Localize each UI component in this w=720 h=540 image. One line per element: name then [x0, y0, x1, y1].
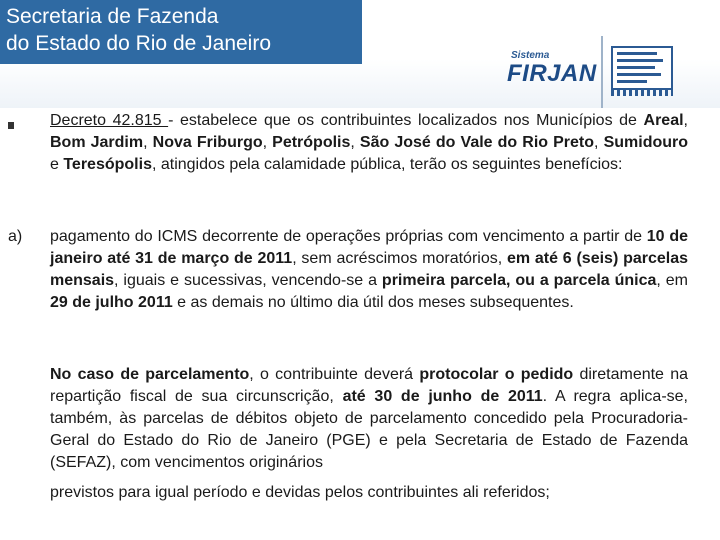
page-title [0, 0, 362, 64]
paragraph-decree: Decreto 42.815 - estabelece que os contribuintes localizados nos Municípios de Areal, Bom Jardim, Nova Friburgo, Petrópolis, São José do Vale do Rio Preto, Sumidouro e Teresópolis, atingidos pela calamidade pública, terão os seguintes benefícios: [50, 112, 689, 173]
firjan-logo [505, 36, 700, 108]
logo-sistema-text: Sistema [511, 50, 550, 61]
title-line-2: do Estado do Rio de Janeiro [6, 32, 272, 55]
firjan-emblem-icon [611, 46, 673, 90]
item-a-marker: a) [8, 228, 23, 245]
logo-firjan-text: FIRJAN [507, 60, 597, 87]
paragraph-continuation: previstos para igual período e devidas pelos contribuintes ali referidos; [50, 484, 550, 501]
decree-link[interactable]: Decreto 42.815 [50, 112, 169, 129]
logo-divider [601, 36, 603, 108]
logo-tagline-icon [611, 90, 673, 96]
title-line-1: Secretaria de Fazenda [6, 5, 219, 28]
paragraph-installment: No caso de parcelamento, o contribuinte deverá protocolar o pedido diretamente na repartição fiscal de sua circunscrição, até 30 de junho de 2011. A regra aplica-se, também, às parcelas de débitos objeto de parcelamento concedido pela Procuradoria-Geral do Estado do Rio de Janeiro (PGE) e pela Secretaria de Estado de Fazenda (SEFAZ), com vencimentos originários [50, 366, 689, 471]
paragraph-payment: pagamento do ICMS decorrente de operações próprias com vencimento a partir de 10 de janeiro até 31 de março de 2011, sem acréscimos moratórios, em até 6 (seis) parcelas mensais, iguais e sucessivas, vencendo-se a primeira parcela, ou a parcela única, em 29 de julho 2011 e as demais no último dia útil dos meses subsequentes. [50, 228, 689, 311]
